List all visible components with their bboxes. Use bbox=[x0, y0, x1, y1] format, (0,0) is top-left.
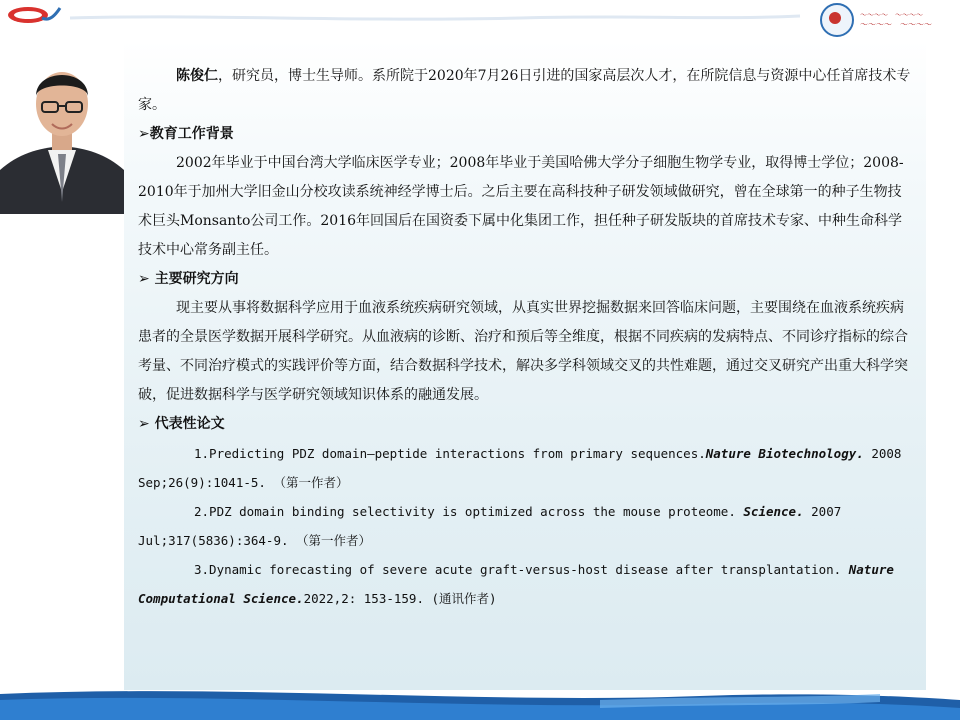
paper-cite: 2008 Sep;26(9):1041-5. bbox=[138, 446, 902, 490]
arrow-icon: ➢ bbox=[138, 271, 150, 287]
papers-title: 代表性论文 bbox=[154, 416, 225, 432]
education-heading bbox=[138, 120, 914, 149]
footer-wave bbox=[0, 686, 960, 720]
partner-logos bbox=[820, 2, 950, 38]
university-seal-icon bbox=[820, 3, 854, 37]
person-name: 陈俊仁 bbox=[176, 68, 218, 84]
paper-role: （第一作者） bbox=[273, 475, 349, 490]
education-body: 2002年毕业于中国台湾大学临床医学专业；2008年毕业于美国哈佛大学分子细胞生物学专业，取得博士学位；2008-2010年于加州大学旧金山分校攻读系统神经学博士后。之后主要在高科技种子研发领域做研究，曾在全球第一的种子生物技术巨头Monsanto公司工作。2016年回国后在国资委下属中化集团工作，担任种子研发版块的首席技术专家、中种生命科学技术中心常务副主任。 bbox=[138, 155, 904, 258]
paper-item-3 bbox=[138, 555, 914, 613]
bio-intro: ，研究员，博士生导师。系所院于2020年7月26日引进的国家高层次人才，在所院信息与资源中心任首席技术专家。 bbox=[138, 68, 911, 113]
bio-paragraph bbox=[138, 62, 914, 120]
research-body: 现主要从事将数据科学应用于血液系统疾病研究领域，从真实世界挖掘数据来回答临床问题，主要围绕在血液系统疾病患者的全景医学数据开展科学研究。从血液病的诊断、治疗和预后等全维度，根据不同疾病的发病特点、不同诊疗指标的综合考量、不同治疗模式的实践评价等方面，结合数据科学技术，解决多学科领域交叉的共性难题，通过交叉研究产出重大科学突破，促进数据科学与医学研究领域知识体系的融通发展。 bbox=[138, 300, 908, 403]
arrow-icon: ➢ bbox=[138, 126, 150, 142]
paper-role: （第一作者） bbox=[296, 533, 372, 548]
education-title: 教育工作背景 bbox=[149, 126, 234, 142]
arrow-icon: ➢ bbox=[138, 416, 150, 432]
portrait-photo bbox=[0, 42, 124, 214]
paper-journal: Nature Computational Science. bbox=[138, 562, 894, 606]
paper-text: 3.Dynamic forecasting of severe acute graft-versus-host disease after transplantation. bbox=[194, 562, 842, 577]
papers-heading bbox=[138, 410, 914, 439]
paper-journal: Science. bbox=[743, 504, 804, 519]
header-sweep bbox=[0, 0, 960, 40]
paper-cite: 2007 Jul;317(5836):364-9. bbox=[138, 504, 842, 548]
motto-calligraphy: ～～～～ ～～～～ ～～～～ ～～～～ bbox=[860, 11, 932, 29]
institution-logo bbox=[6, 4, 62, 26]
research-title: 主要研究方向 bbox=[154, 271, 239, 287]
paper-text: 1.Predicting PDZ domain–peptide interactions from primary sequences. bbox=[194, 446, 706, 461]
profile-content bbox=[138, 62, 914, 613]
research-heading bbox=[138, 265, 914, 294]
paper-cite: 2022,2: 153-159. bbox=[303, 591, 424, 606]
paper-text: 2.PDZ domain binding selectivity is optimized across the mouse proteome. bbox=[194, 504, 736, 519]
paper-item-2 bbox=[138, 497, 914, 555]
paper-item-1 bbox=[138, 439, 914, 497]
paper-role: (通讯作者) bbox=[431, 591, 497, 606]
paper-journal: Nature Biotechnology. bbox=[705, 446, 864, 461]
